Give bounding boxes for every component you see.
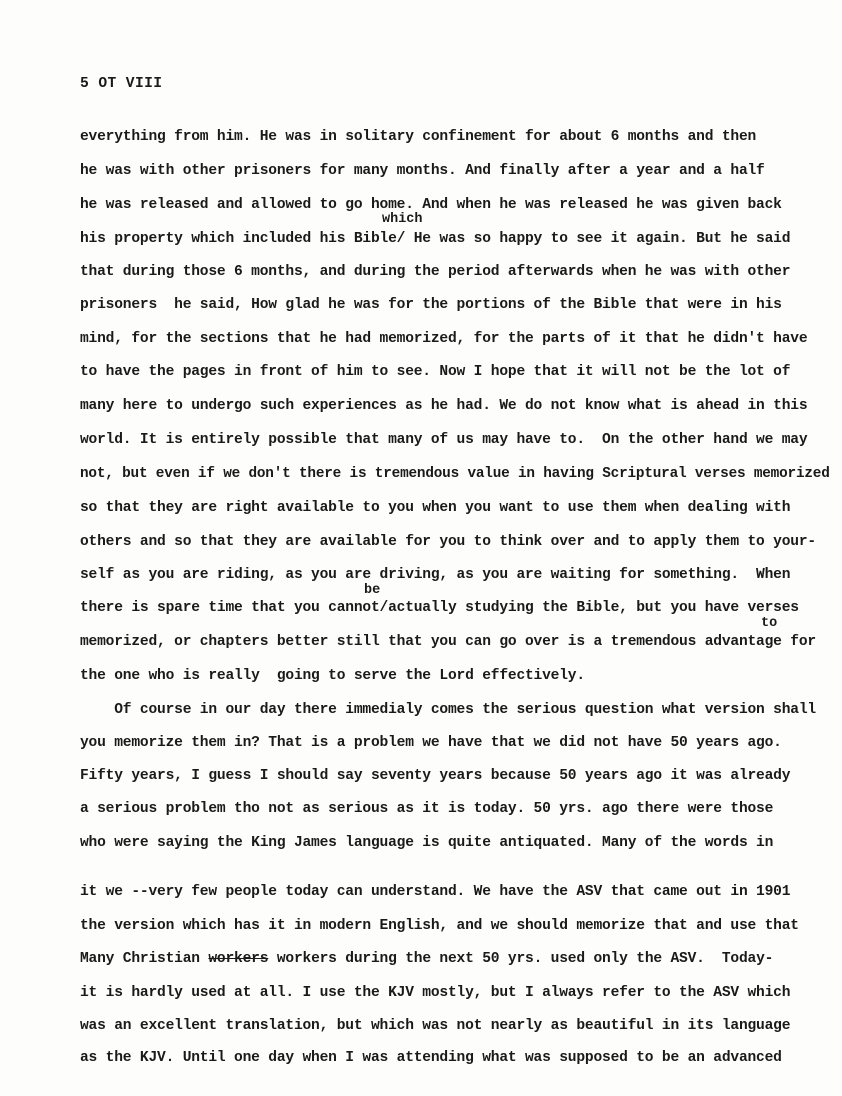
text-line: mind, for the sections that he had memorized, for the parts of it that he didn't have <box>80 331 808 347</box>
text-line: that during those 6 months, and during the period afterwards when he was with other <box>80 264 791 280</box>
text-line: self as you are riding, as you are driving, as you are waiting for something. When <box>80 567 791 583</box>
page-header: 5 OT VIII <box>80 76 163 92</box>
text-segment: workers during the next 50 yrs. used only the ASV. Today- <box>268 951 774 967</box>
handwritten-insertion-be: be <box>364 583 381 598</box>
text-line: it is hardly used at all. I use the KJV mostly, but I always refer to the ASV which <box>80 985 791 1001</box>
text-segment: Many Christian <box>80 951 209 967</box>
text-line: Fifty years, I guess I should say seventy years because 50 years ago it was already <box>80 768 791 784</box>
handwritten-insertion-to: to <box>761 616 778 631</box>
text-line: a serious problem tho not as serious as it is today. 50 yrs. ago there were those <box>80 801 774 817</box>
struck-out-word: workers <box>208 951 269 967</box>
text-line: everything from him. He was in solitary confinement for about 6 months and then <box>80 129 757 145</box>
text-line: was an excellent translation, but which was not nearly as beautiful in its language <box>80 1018 791 1034</box>
text-line: others and so that they are available for you to think over and to apply them to your- <box>80 534 816 550</box>
text-line: to have the pages in front of him to see. Now I hope that it will not be the lot of <box>80 364 791 380</box>
text-line: the one who is really going to serve the Lord effectively. <box>80 668 585 684</box>
text-line: he was released and allowed to go home. And when he was released he was given back <box>80 197 782 213</box>
text-line: as the KJV. Until one day when I was attending what was supposed to be an advanced <box>80 1050 782 1066</box>
text-line: he was with other prisoners for many months. And finally after a year and a half <box>80 163 765 179</box>
text-line: world. It is entirely possible that many of us may have to. On the other hand we may <box>80 432 808 448</box>
handwritten-insertion-which: which <box>382 212 423 227</box>
text-line: there is spare time that you cannot/actually studying the Bible, but you have verses <box>80 600 799 616</box>
text-line: who were saying the King James language is quite antiquated. Many of the words in <box>80 835 774 851</box>
text-line: the version which has it in modern English, and we should memorize that and use that <box>80 918 799 934</box>
text-line-with-strikeout <box>80 951 773 967</box>
text-line: prisoners he said, How glad he was for the portions of the Bible that were in his <box>80 297 782 313</box>
text-line: so that they are right available to you when you want to use them when dealing with <box>80 500 791 516</box>
text-line: it we --very few people today can understand. We have the ASV that came out in 1901 <box>80 884 791 900</box>
text-line: not, but even if we don't there is tremendous value in having Scriptural verses memorized <box>80 466 830 482</box>
text-line: you memorize them in? That is a problem we have that we did not have 50 years ago. <box>80 735 782 751</box>
text-line: memorized, or chapters better still that you can go over is a tremendous advantage for <box>80 634 816 650</box>
text-line: many here to undergo such experiences as he had. We do not know what is ahead in this <box>80 398 808 414</box>
text-line: his property which included his Bible/ He was so happy to see it again. But he said <box>80 231 791 247</box>
paragraph-start-line: Of course in our day there immedialy comes the serious question what version shall <box>80 702 816 718</box>
